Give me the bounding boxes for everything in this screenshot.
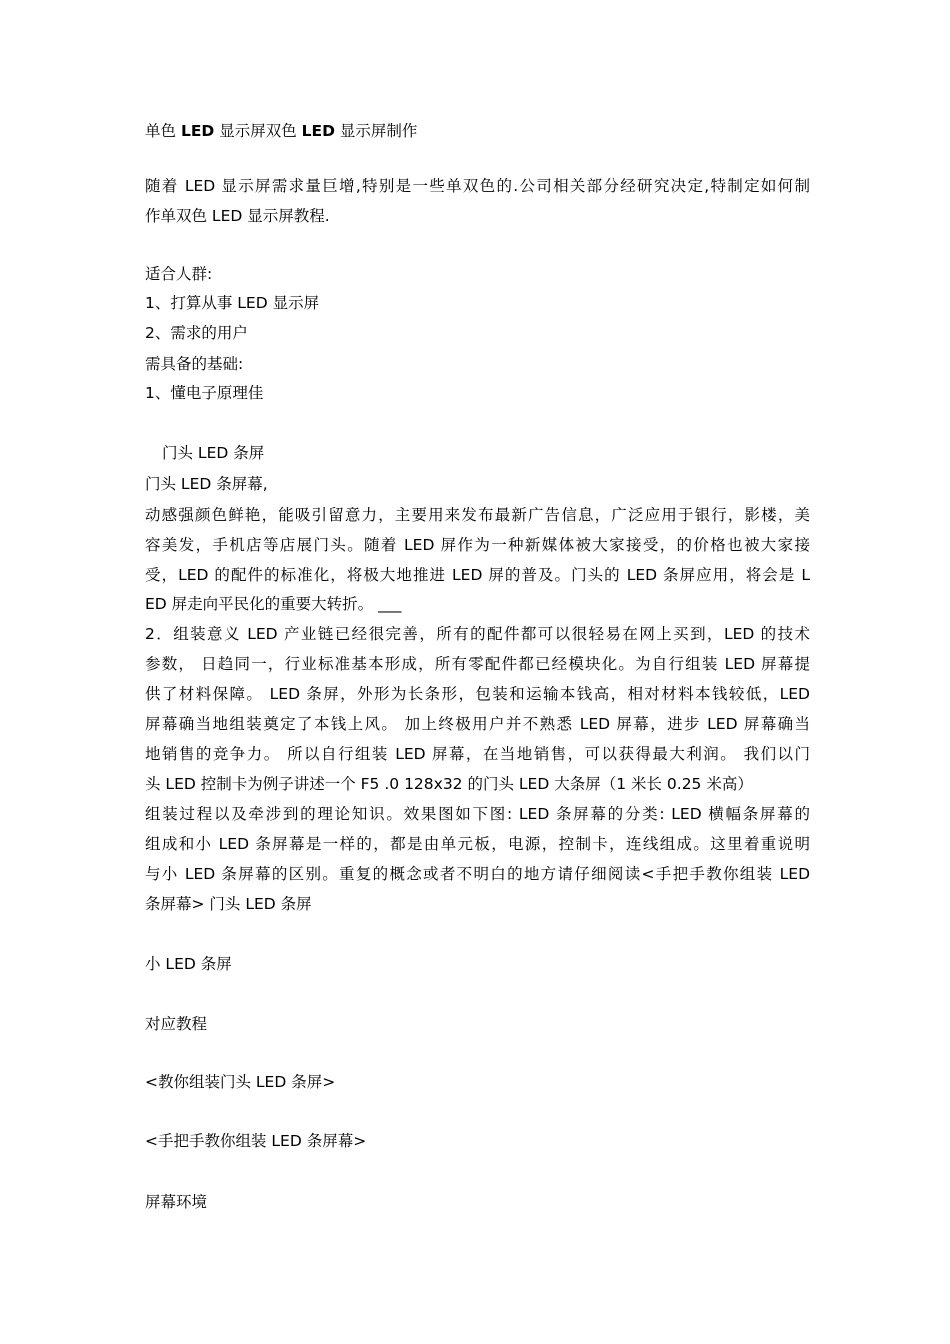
basics-heading: 需具备的基础: xyxy=(145,355,244,373)
para2-line-3: 供了材料保障。 LED 条屏，外形为长条形，包装和运输本钱高，相对材料本钱较低，LED xyxy=(145,685,810,703)
tutorials-heading: 对应教程 xyxy=(145,1015,208,1033)
audience-item-1: 1、打算从事 LED 显示屏 xyxy=(145,294,320,312)
para1-line-4: ED 屏走向平民化的重要大转折。 ___ xyxy=(145,595,402,613)
basics-item-1: 1、懂电子原理佳 xyxy=(145,384,264,402)
title-part-1: 单色 xyxy=(145,122,181,140)
para2-line-1: 2．组装意义 LED 产业链已经很完善，所有的配件都可以很轻易在网上买到，LED 的技术 xyxy=(145,625,810,643)
para2-line-4: 屏幕确当地组装奠定了本钱上风。 加上终极用户并不熟悉 LED 屏幕，进步 LED 屏幕确当 xyxy=(145,715,810,733)
document-title xyxy=(145,121,417,141)
section-title: 门头 LED 条屏 xyxy=(162,444,265,462)
para2-line-7: 组装过程以及牵涉到的理论知识。效果图如下图: LED 条屏幕的分类: LED 横幅条屏幕的 xyxy=(145,805,810,823)
para2-line-6: 头 LED 控制卡为例子讲述一个 F5 .0 128x32 的门头 LED 大条屏（1 米长 0.25 米高） xyxy=(145,775,753,793)
para2-line-8: 组成和小 LED 条屏幕是一样的，都是由单元板，电源，控制卡，连线组成。这里着重说明 xyxy=(145,835,810,853)
intro-line-2: 作单双色 LED 显示屏教程. xyxy=(145,207,330,225)
title-part-2: 显示屏双色 xyxy=(214,122,302,140)
para2-line-9: 与小 LED 条屏幕的区别。重复的概念或者不明白的地方请仔细阅读<手把手教你组装 LED xyxy=(145,865,810,883)
audience-item-2: 2、需求的用户 xyxy=(145,324,248,342)
tutorial-link-1: <教你组装门头 LED 条屏> xyxy=(145,1073,336,1091)
para2-line-2: 参数， 日趋同一，行业标准基本形成，所有零配件都已经模块化。为自行组装 LED 屏幕提 xyxy=(145,655,810,673)
title-bold-led-1: LED xyxy=(180,122,215,140)
tutorial-link-2: <手把手教你组装 LED 条屏幕> xyxy=(145,1132,367,1150)
title-bold-led-2: LED xyxy=(301,122,335,140)
intro-line-1: 随着 LED 显示屏需求量巨增,特别是一些单双色的.公司相关部分经研究决定,特制定如何制 xyxy=(145,177,810,195)
title-part-3: 显示屏制作 xyxy=(334,122,418,140)
para1-line-1: 动感强颜色鲜艳，能吸引留意力，主要用来发布最新广告信息，广泛应用于银行，影楼，美 xyxy=(145,506,810,524)
para2-line-5: 地销售的竞争力。 所以自行组装 LED 屏幕，在当地销售，可以获得最大利润。 我们以门 xyxy=(145,745,810,763)
environment-heading: 屏幕环境 xyxy=(145,1193,208,1211)
section-subtitle: 门头 LED 条屏幕, xyxy=(145,475,268,493)
para1-line-3: 受，LED 的配件的标准化，将极大地推进 LED 屏的普及。门头的 LED 条屏应用，将会是 L xyxy=(145,566,810,584)
para1-line-2: 容美发，手机店等店展门头。随着 LED 屏作为一种新媒体被大家接受，的价格也被大家接 xyxy=(145,536,810,554)
para2-line-10: 条屏幕> 门头 LED 条屏 xyxy=(145,895,312,913)
audience-heading: 适合人群: xyxy=(145,265,213,283)
small-led-heading: 小 LED 条屏 xyxy=(145,955,232,973)
